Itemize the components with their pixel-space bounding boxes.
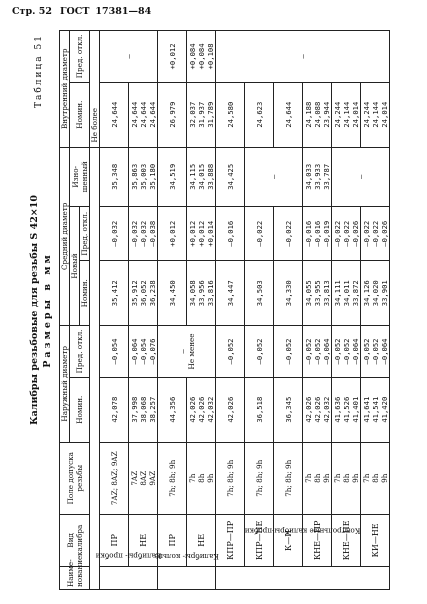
col-outer: Наружный диаметр	[60, 326, 70, 442]
outer-nom-cell: 42,026 42,026 42,032	[303, 377, 332, 442]
outer-dev-cell: —0,064 —0,054 —0,076	[129, 326, 158, 378]
inner-dev-cell: +0,084 +0,084 +0,108	[187, 31, 216, 83]
field-cell: 7h 8h 9h	[332, 442, 361, 514]
note-row-not-more	[90, 31, 100, 590]
field-cell: 7h; 8h; 9h	[274, 442, 303, 514]
field-cell: 7h; 8h; 9h	[245, 442, 274, 514]
table-row	[100, 31, 129, 590]
outer-dev-cell	[158, 326, 216, 378]
outer-nom-cell: 44,356	[158, 377, 187, 442]
vid-cell: КНЕ—ПР	[303, 514, 332, 566]
inner-nom-cell: 24,244 24,144 24,014	[361, 82, 390, 147]
group-cell	[95, 551, 162, 589]
middle-worn-cell: 34,425	[216, 147, 245, 207]
field-cell: 7AZ 8AZ 9AZ	[129, 442, 158, 514]
middle-nom-cell: 34,111 34,011 33,872	[332, 261, 361, 326]
outer-nom-cell: 42,026	[216, 377, 245, 442]
vid-cell: НЕ	[187, 514, 216, 566]
header-row-1	[60, 31, 70, 590]
middle-dev-cell: —0,022 —0,022 —0,026	[361, 207, 390, 261]
outer-dev-cell: —0,052 —0,052 —0,064	[332, 326, 361, 378]
outer-nom-cell: 41,641 41,541 41,420	[361, 377, 390, 442]
group-cell	[154, 552, 219, 589]
standard-label: ГОСТ	[59, 6, 90, 17]
table-caption: Калибры резьбовые для резьбы S 42×10	[29, 195, 40, 425]
table-row	[187, 31, 216, 590]
middle-nom-cell: 34,450	[158, 261, 187, 326]
col-outer-nom: Номин.	[70, 377, 90, 442]
col-middle-nom: Номин.	[80, 261, 90, 326]
table-row	[245, 31, 274, 590]
outer-dev-cell: —0,052 —0,052 —0,064	[303, 326, 332, 378]
middle-dev-cell: —0,022 —0,022 —0,026	[332, 207, 361, 261]
vid-cell: ПР	[100, 514, 129, 566]
table-row	[361, 31, 390, 590]
outer-nom-cell: 37,998 38,068 38,257	[129, 377, 158, 442]
vid-cell: КПР—ПР	[216, 514, 245, 566]
middle-nom-cell: 34,447	[216, 261, 245, 326]
middle-worn-cell: —	[332, 147, 390, 207]
vid-cell: НЕ	[129, 514, 158, 566]
col-inner: Внутренний диаметр	[60, 31, 70, 148]
inner-nom-cell: 24,644 24,644 24,644	[129, 82, 158, 147]
outer-nom-cell: 42,078	[100, 377, 129, 442]
field-cell: 7h 8h 9h	[361, 442, 390, 514]
middle-nom-cell: 35,912 36,052 36,238	[129, 261, 158, 326]
outer-dev-cell: —0,052 —0,052 —0,064	[361, 326, 390, 378]
field-cell: 7h; 8h; 9h	[216, 442, 245, 514]
middle-worn-cell: —	[245, 147, 303, 207]
page-header	[12, 6, 151, 17]
middle-dev-cell: —0,032 —0,032 —0,038	[129, 207, 158, 261]
middle-nom-cell: 34,058 33,956 33,816	[187, 261, 216, 326]
inner-nom-cell: 24,623	[245, 82, 274, 147]
vid-cell: ПР	[158, 514, 187, 566]
middle-nom-cell: 35,412	[100, 261, 129, 326]
outer-dev-cell: —0,052	[216, 326, 245, 378]
outer-nom-cell: 36,518	[245, 377, 274, 442]
col-inner-dev: Пред. откл.	[70, 31, 90, 83]
gauge-table	[59, 30, 390, 590]
col-middle-new: Новый	[70, 207, 80, 326]
outer-dev-value: —	[177, 349, 187, 354]
outer-dev-cell: —0,052	[274, 326, 303, 378]
inner-nom-cell: 24,188 24,088 23,944	[303, 82, 332, 147]
middle-nom-cell: 34,055 33,955 33,813	[303, 261, 332, 326]
group-label: Калибры- пробки	[95, 551, 162, 561]
vid-cell: КНЕ—НЕ	[332, 514, 361, 566]
table-row	[129, 31, 158, 590]
inner-dev-cell: +0,012	[158, 31, 187, 83]
table-row	[303, 31, 332, 590]
note-not-less: Не менее	[186, 333, 196, 370]
middle-dev-cell: +0,012	[158, 207, 187, 261]
middle-worn-cell: 34,519	[158, 147, 187, 207]
table-row	[332, 31, 361, 590]
field-cell: 7h; 8h; 9h	[158, 442, 187, 514]
rotated-table-block	[29, 30, 414, 590]
vid-cell: К—И	[274, 514, 303, 566]
middle-dev-cell: —0,032	[100, 207, 129, 261]
middle-dev-cell: +0,012 +0,012 +0,014	[187, 207, 216, 261]
vid-cell: КИ—НЕ	[361, 514, 390, 566]
group-label: Контрольные калибры-пробки	[244, 526, 361, 536]
middle-worn-cell: 35,348	[100, 147, 129, 207]
col-middle-dev: Пред. откл.	[80, 207, 90, 261]
col-middle: Средний диаметр	[60, 147, 70, 326]
inner-dev-cell: —	[216, 31, 390, 83]
outer-dev-cell: —0,052	[245, 326, 274, 378]
middle-dev-cell: —0,016	[216, 207, 245, 261]
col-vid: Вид калибра	[60, 514, 90, 566]
middle-worn-cell: 34,033 33,933 33,787	[303, 147, 332, 207]
outer-dev-cell: —0,054	[100, 326, 129, 378]
table-subcaption: Размеры в мм	[42, 252, 53, 368]
inner-dev-cell: —	[100, 31, 158, 83]
field-cell: 7h 8h 9h	[303, 442, 332, 514]
outer-nom-cell: 41,636 41,526 41,401	[332, 377, 361, 442]
middle-worn-cell: 34,115 34,015 33,888	[187, 147, 216, 207]
middle-nom-cell: 34,503	[245, 261, 274, 326]
inner-nom-cell: 26,979	[158, 82, 187, 147]
page-number: Стр. 52	[12, 6, 52, 17]
col-middle-worn: Изно- шенный	[70, 147, 90, 207]
middle-nom-cell: 34,330	[274, 261, 303, 326]
inner-nom-cell: 24,244 24,144 24,014	[332, 82, 361, 147]
inner-nom-cell: 24,644	[274, 82, 303, 147]
middle-dev-cell: —0,022	[274, 207, 303, 261]
standard-number: 17381—84	[95, 6, 152, 17]
middle-nom-cell: 34,126 34,020 33,901	[361, 261, 390, 326]
table-row	[274, 31, 303, 590]
middle-dev-cell: —0,016 —0,016 —0,019	[303, 207, 332, 261]
field-cell: 7h 8h 9h	[187, 442, 216, 514]
col-field: Поле допуска резьбы	[60, 442, 90, 514]
field-cell: 7AZ; 8AZ; 9AZ	[100, 442, 129, 514]
note-not-more: Не более	[90, 31, 100, 148]
vid-cell: КПР—НЕ	[245, 514, 274, 566]
inner-nom-cell: 24,580	[216, 82, 245, 147]
col-outer-dev: Пред. откл.	[70, 326, 90, 378]
middle-worn-cell: 35,863 35,003 35,180	[129, 147, 158, 207]
outer-nom-cell: 42,026 42,026 42,032	[187, 377, 216, 442]
inner-nom-cell: 24,644	[100, 82, 129, 147]
table-row	[216, 31, 245, 590]
table-label: Таблица 51	[34, 34, 44, 108]
inner-nom-cell: 32,037 31,937 31,789	[187, 82, 216, 147]
col-inner-nom: Номин.	[70, 82, 90, 147]
group-label: Калибры- кольца	[154, 552, 219, 562]
col-name: Наиме- нование	[60, 566, 90, 589]
middle-dev-cell: —0,022	[245, 207, 274, 261]
table-row	[158, 31, 187, 590]
outer-nom-cell: 36,345	[274, 377, 303, 442]
